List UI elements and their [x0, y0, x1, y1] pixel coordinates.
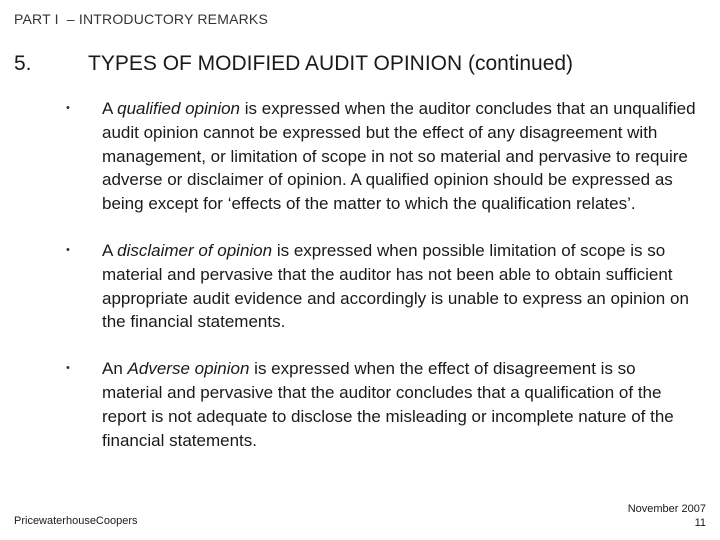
footer-meta: [628, 502, 706, 530]
bullet-text: is expressed when the auditor concludes that an unqualified audit opinion cannot be expressed but the effect of any disagreement with management, or limitation of scope in not so material and pervasive to require adverse or disclaimer of opinion. A qualified opinion should be expressed as being except for ‘effects of the matter to which the qualification relates’.: [102, 99, 696, 214]
footer-page-number: 11: [694, 517, 706, 529]
footer-company: PricewaterhouseCoopers: [14, 515, 138, 527]
bullet-dot-icon: •: [66, 362, 70, 375]
bullet-item-disclaimer-of-opinion: [66, 239, 696, 334]
bullet-lead: A: [102, 240, 118, 260]
bullet-list: [66, 97, 696, 452]
section-number: 5.: [14, 52, 32, 75]
bullet-term: disclaimer of opinion: [117, 240, 273, 260]
bullet-term: Adverse opinion: [127, 359, 250, 379]
bullet-dot-icon: •: [66, 102, 70, 114]
bullet-lead: An: [102, 359, 128, 379]
section-title: TYPES OF MODIFIED AUDIT OPINION (continued): [88, 52, 574, 75]
bullet-item-qualified-opinion: [66, 97, 696, 216]
bullet-text: is expressed when possible limitation of scope is so material and pervasive that the auditor has not been able to obtain sufficient appropriate audit evidence and accordingly is unable to express an opinion on the financial statements.: [102, 240, 689, 332]
slide-header: [14, 11, 268, 27]
header-section: – INTRODUCTORY REMARKS: [66, 11, 268, 27]
bullet-dot-icon: •: [66, 243, 70, 256]
bullet-lead: A: [102, 99, 118, 118]
footer-date: November 2007: [627, 503, 706, 515]
bullet-item-adverse-opinion: [66, 357, 696, 452]
bullet-text: is expressed when the effect of disagreement is so material and pervasive that the auditor concludes that a qualification of the report is not adequate to disclose the misleading or incomplete nature of the financial statements.: [102, 359, 674, 450]
header-part: PART I: [14, 11, 59, 27]
bullet-term: qualified opinion: [117, 99, 241, 118]
